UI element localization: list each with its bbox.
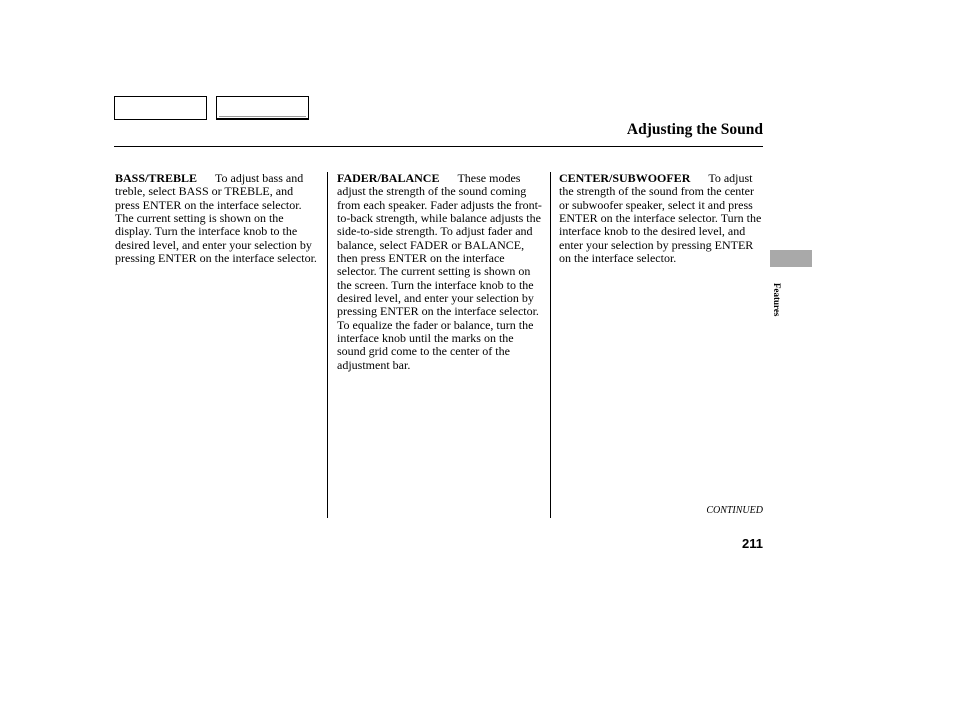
column-center-subwoofer bbox=[559, 172, 762, 265]
section-body: To adjust the strength of the sound from the center or subwoofer speaker, select it and press ENTER on the interface selector. Turn the interface knob to the desired level, and enter your selection by pressing ENTER on the interface selector. bbox=[559, 171, 762, 266]
title-divider bbox=[114, 146, 763, 147]
nav-box-next[interactable] bbox=[216, 96, 309, 120]
section-heading: BASS/TREBLE bbox=[115, 171, 198, 185]
section-tab[interactable] bbox=[770, 250, 812, 267]
page-title: Adjusting the Sound bbox=[626, 121, 763, 138]
section-body: These modes adjust the strength of the sound coming from each speaker. Fader adjusts the front-to-back strength, while balance adjusts the side-to-side strength. To adjust fader and balance, select FADER or BALANCE, then press ENTER on the interface selector. The current setting is shown on the screen. Turn the interface knob to the desired level, and enter your selection by pressing ENTER on the interface selector. To equalize the fader or balance, turn the interface knob until the marks on the sound grid come to the center of the adjustment bar. bbox=[337, 171, 542, 372]
column-divider bbox=[550, 172, 551, 518]
section-heading: FADER/BALANCE bbox=[337, 171, 440, 185]
nav-box-previous[interactable] bbox=[114, 96, 207, 120]
continued-label: CONTINUED bbox=[706, 505, 763, 516]
section-body: To adjust bass and treble, select BASS or TREBLE, and press ENTER on the interface selector. The current setting is shown on the display. Turn the interface knob to the desired level, and enter your selection by pressing ENTER on the interface selector. bbox=[115, 171, 317, 266]
column-divider bbox=[327, 172, 328, 518]
column-fader-balance bbox=[337, 172, 543, 372]
section-heading: CENTER/SUBWOOFER bbox=[559, 171, 691, 185]
section-tab-label: Features bbox=[772, 283, 782, 317]
column-bass-treble bbox=[115, 172, 319, 265]
page-number: 211 bbox=[742, 536, 763, 551]
